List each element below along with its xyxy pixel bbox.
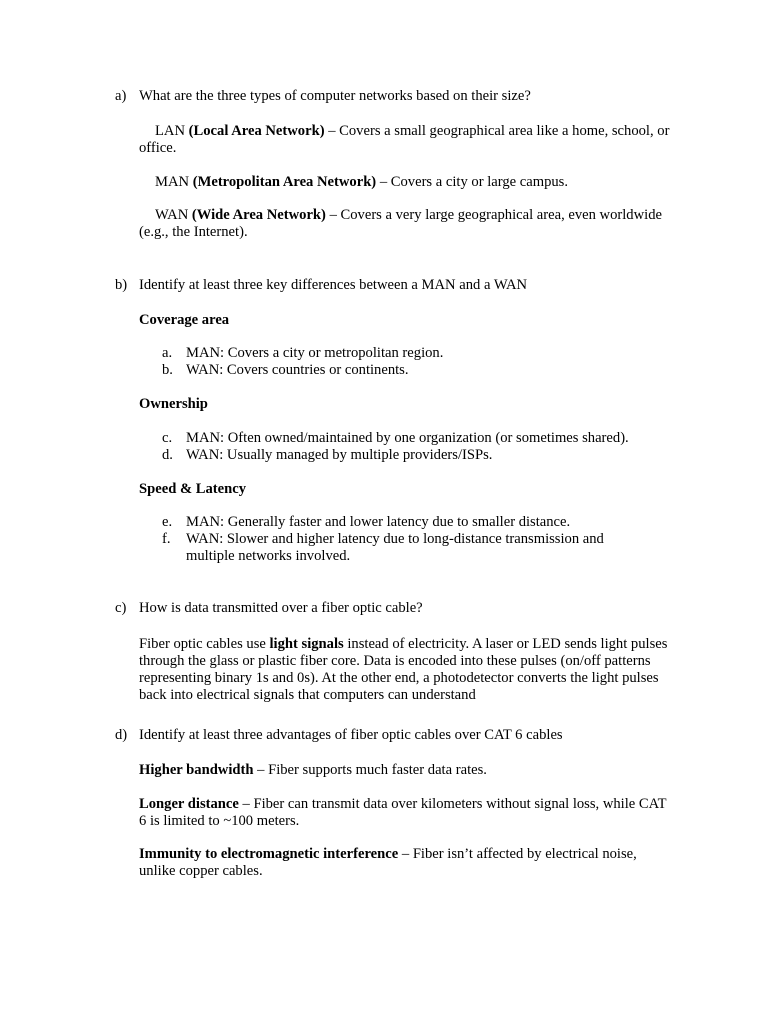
- answer-text-pre: Fiber optic cables use: [139, 636, 270, 652]
- list-item-text: MAN: Often owned/maintained by one organization (or sometimes shared).: [186, 430, 629, 446]
- list-item-text: WAN: Covers countries or continents.: [186, 362, 409, 378]
- list-item-text: MAN: Covers a city or metropolitan region.: [186, 345, 444, 361]
- answer-lan: [139, 123, 675, 157]
- advantage-title: Longer distance: [139, 796, 239, 812]
- answer-man: [139, 174, 675, 191]
- man-full-name: (Metropolitan Area Network): [192, 174, 377, 190]
- list-item-letter: e.: [162, 514, 173, 530]
- question-text: Identify at least three key differences between a MAN and a WAN: [139, 277, 528, 293]
- man-description: – Covers a city or large campus.: [376, 174, 568, 190]
- lan-description: – Covers a small geographical area like a home, school, or office.: [139, 123, 670, 156]
- advantage-title: Higher bandwidth: [139, 762, 254, 778]
- answer-text-post: instead of electricity. A laser or LED sends light pulses through the glass or plastic fiber core. Data is encoded into these pulses (on/off patterns representing binary 1s and 0s). At the other end, a photodetector converts the light pulses back into electrical signals that computers can understand: [139, 636, 668, 703]
- wan-full-name: (Wide Area Network): [191, 207, 326, 223]
- list-item-text: WAN: Usually managed by multiple providers/ISPs.: [186, 447, 493, 463]
- list-item-letter: a.: [162, 345, 173, 361]
- answer-wan: [139, 207, 675, 241]
- list-item-letter: f.: [162, 531, 171, 547]
- list-item-letter: d.: [162, 447, 173, 463]
- question-text: How is data transmitted over a fiber optic cable?: [139, 600, 423, 616]
- question-letter: b): [115, 277, 128, 293]
- lan-abbr: LAN: [155, 123, 189, 139]
- advantage-distance: [139, 796, 675, 830]
- advantage-title: Immunity to electromagnetic interference: [139, 846, 399, 862]
- list-item-letter: c.: [162, 430, 173, 446]
- advantage-emi-immunity: [139, 846, 675, 880]
- question-letter: a): [115, 88, 127, 104]
- question-text: Identify at least three advantages of fiber optic cables over CAT 6 cables: [139, 727, 563, 743]
- heading-speed-latency: Speed & Latency: [139, 481, 247, 497]
- advantage-description: – Fiber can transmit data over kilometers without signal loss, while CAT 6 is limited to ~100 meters.: [139, 796, 667, 829]
- list-item-text: MAN: Generally faster and lower latency due to smaller distance.: [186, 514, 571, 530]
- heading-ownership: Ownership: [139, 396, 208, 412]
- advantage-bandwidth: [139, 762, 675, 779]
- man-abbr: MAN: [155, 174, 193, 190]
- list-item-text: WAN: Slower and higher latency due to long-distance transmission and multiple networks involved.: [186, 531, 604, 564]
- answer-text-bold: light signals: [269, 636, 344, 652]
- question-letter: d): [115, 727, 128, 743]
- question-text: What are the three types of computer networks based on their size?: [139, 88, 531, 104]
- question-letter: c): [115, 600, 127, 616]
- wan-abbr: WAN: [155, 207, 192, 223]
- answer-fiber-transmission: [139, 636, 677, 704]
- wan-description: – Covers a very large geographical area, even worldwide (e.g., the Internet).: [139, 207, 662, 240]
- advantage-description: – Fiber isn’t affected by electrical noise, unlike copper cables.: [139, 846, 637, 879]
- advantage-description: – Fiber supports much faster data rates.: [253, 762, 487, 778]
- list-item-letter: b.: [162, 362, 173, 378]
- heading-coverage-area: Coverage area: [139, 312, 230, 328]
- lan-full-name: (Local Area Network): [188, 123, 325, 139]
